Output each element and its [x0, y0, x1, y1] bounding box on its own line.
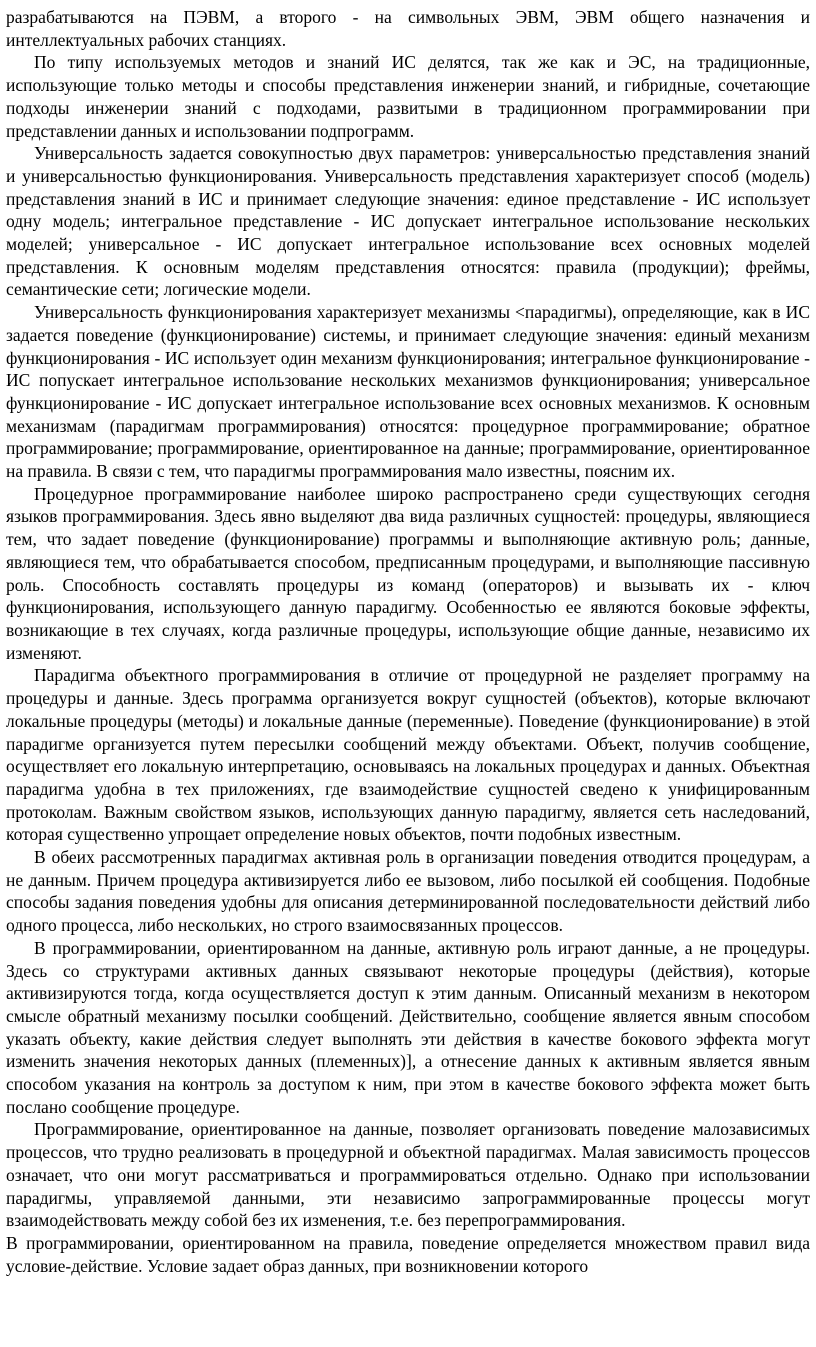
paragraph-is-types: По типу используемых методов и знаний ИС делятся, так же как и ЭС, на традиционные, использующие только методы и способы представления инженерии знаний, и гибридные, сочетающие подходы инженерии знаний с подходами, развитыми в традиционном программировании при представлении данных и использовании подпрограмм.	[6, 52, 810, 141]
paragraph-object-programming: Парадигма объектного программирования в отличие от процедурной не разделяет программу на процедуры и данные. Здесь программа организуется вокруг сущностей (объектов), которые включают локальные процедуры (методы) и локальные данные (переменные). Поведение (функционирование) в этой парадигме организуется путем пересылки сообщений между объектами. Объект, получив сообщение, осуществляет его локальную интерпретацию, основываясь на локальных процедурах и данных. Объектная парадигма удобна в тех приложениях, где взаимодействие сущностей сведено к унифицированным протоколам. Важным свойством языков, использующих данную парадигму, является сеть наследований, которая существенно упрощает определение новых объектов, почти подобных известным.	[6, 665, 810, 845]
paragraph-procedural-programming: Процедурное программирование наиболее широко распространено среди существующих сегодня языков программирования. Здесь явно выделяют два вида различных сущностей: процедуры, являющиеся тем, что задает поведение (функционирование) программы и выполняющие активную роль; данные, являющиеся тем, что обрабатывается способом, предписанным процедурами, и выполняющие пассивную роль. Способность составлять процедуры из команд (операторов) и вызывать их - ключ функционирования, использующего данную парадигму. Особенностью ее являются боковые эффекты, возникающие в тех случаях, когда различные процедуры, использующие общие данные, независимо их изменяют.	[6, 483, 810, 663]
paragraph-data-oriented-benefits: Программирование, ориентированное на данные, позволяет организовать поведение малозависимых процессов, что трудно реализовать в процедурной и объектной парадигмах. Малая зависимость процессов означает, что они могут рассматриваться и программироваться отдельно. Однако при использовании парадигмы, управляемой данными, эти независимо запрограммированные процессы могут взаимодействовать между собой без их изменения, т.е. без перепрограммирования.	[6, 1119, 810, 1231]
paragraph-data-oriented: В программировании, ориентированном на данные, активную роль играют данные, а не процедуры. Здесь со структурами активных данных связывают некоторые процедуры (действия), которые активизируются тогда, когда осуществляется доступ к этим данным. Описанный механизм в некотором смысле обратный механизму посылки сообщений. Действительно, сообщение является явным способом указать объекту, какие действия следует выполнять эти действия в качестве бокового эффекта могут изменить значения некоторых данных (племенных)], а отнесение данных к активным является явным способом указания на контроль за доступом к ним, при этом в качестве бокового эффекта может быть послано сообщение процедуре.	[6, 937, 810, 1117]
paragraph-universality: Универсальность задается совокупностью двух параметров: универсальностью представления знаний и универсальностью функционирования. Универсальность представления характеризует способ (модель) представления знаний в ИС и принимает следующие значения: единое представление - ИС использует одну модель; интегральное представление - ИС допускает интегральное использование нескольких моделей; универсальное - ИС допускает интегральное использование всех основных моделей представления. К основным моделям представления относятся: правила (продукции); фреймы, семантические сети; логические модели.	[6, 143, 810, 300]
paragraph-functioning-universality: Универсальность функционирования характеризует механизмы <парадигмы), определяющие, как в ИС задается поведение (функционирование) системы, и принимает следующие значения: единый механизм функционирования - ИС использует один механизм функционирования; интегральное функционирование - ИС попускает интегральное использование нескольких механизмов функционирования; универсальное функционирование - ИС допускает интегральное использование всех основных механизмов. К основным механизмам (парадигмам программирования) относятся: процедурное программирование; обратное программирование; программирование, ориентированное на данные; программирование, ориентированное на правила. В связи с тем, что парадигмы программирования мало известны, поясним их.	[6, 302, 810, 482]
paragraph-rule-oriented: В программировании, ориентированном на правила, поведение определяется множеством правил вида условие-действие. Условие задает образ данных, при возникновении которого	[6, 1232, 810, 1276]
paragraph-continuation: разрабатываются на ПЭВМ, а второго - на символьных ЭВМ, ЭВМ общего назначения и интеллектуальных рабочих станциях.	[6, 7, 810, 50]
paragraph-active-role-procedures: В обеих рассмотренных парадигмах активная роль в организации поведения отводится процедурам, а не данным. Причем процедура активизируется либо ее вызовом, либо посылкой ей сообщения. Подобные способы задания поведения удобны для описания детерминированной последовательности действий либо одного процесса, либо нескольких, но строго взаимосвязанных процессов.	[6, 847, 810, 936]
